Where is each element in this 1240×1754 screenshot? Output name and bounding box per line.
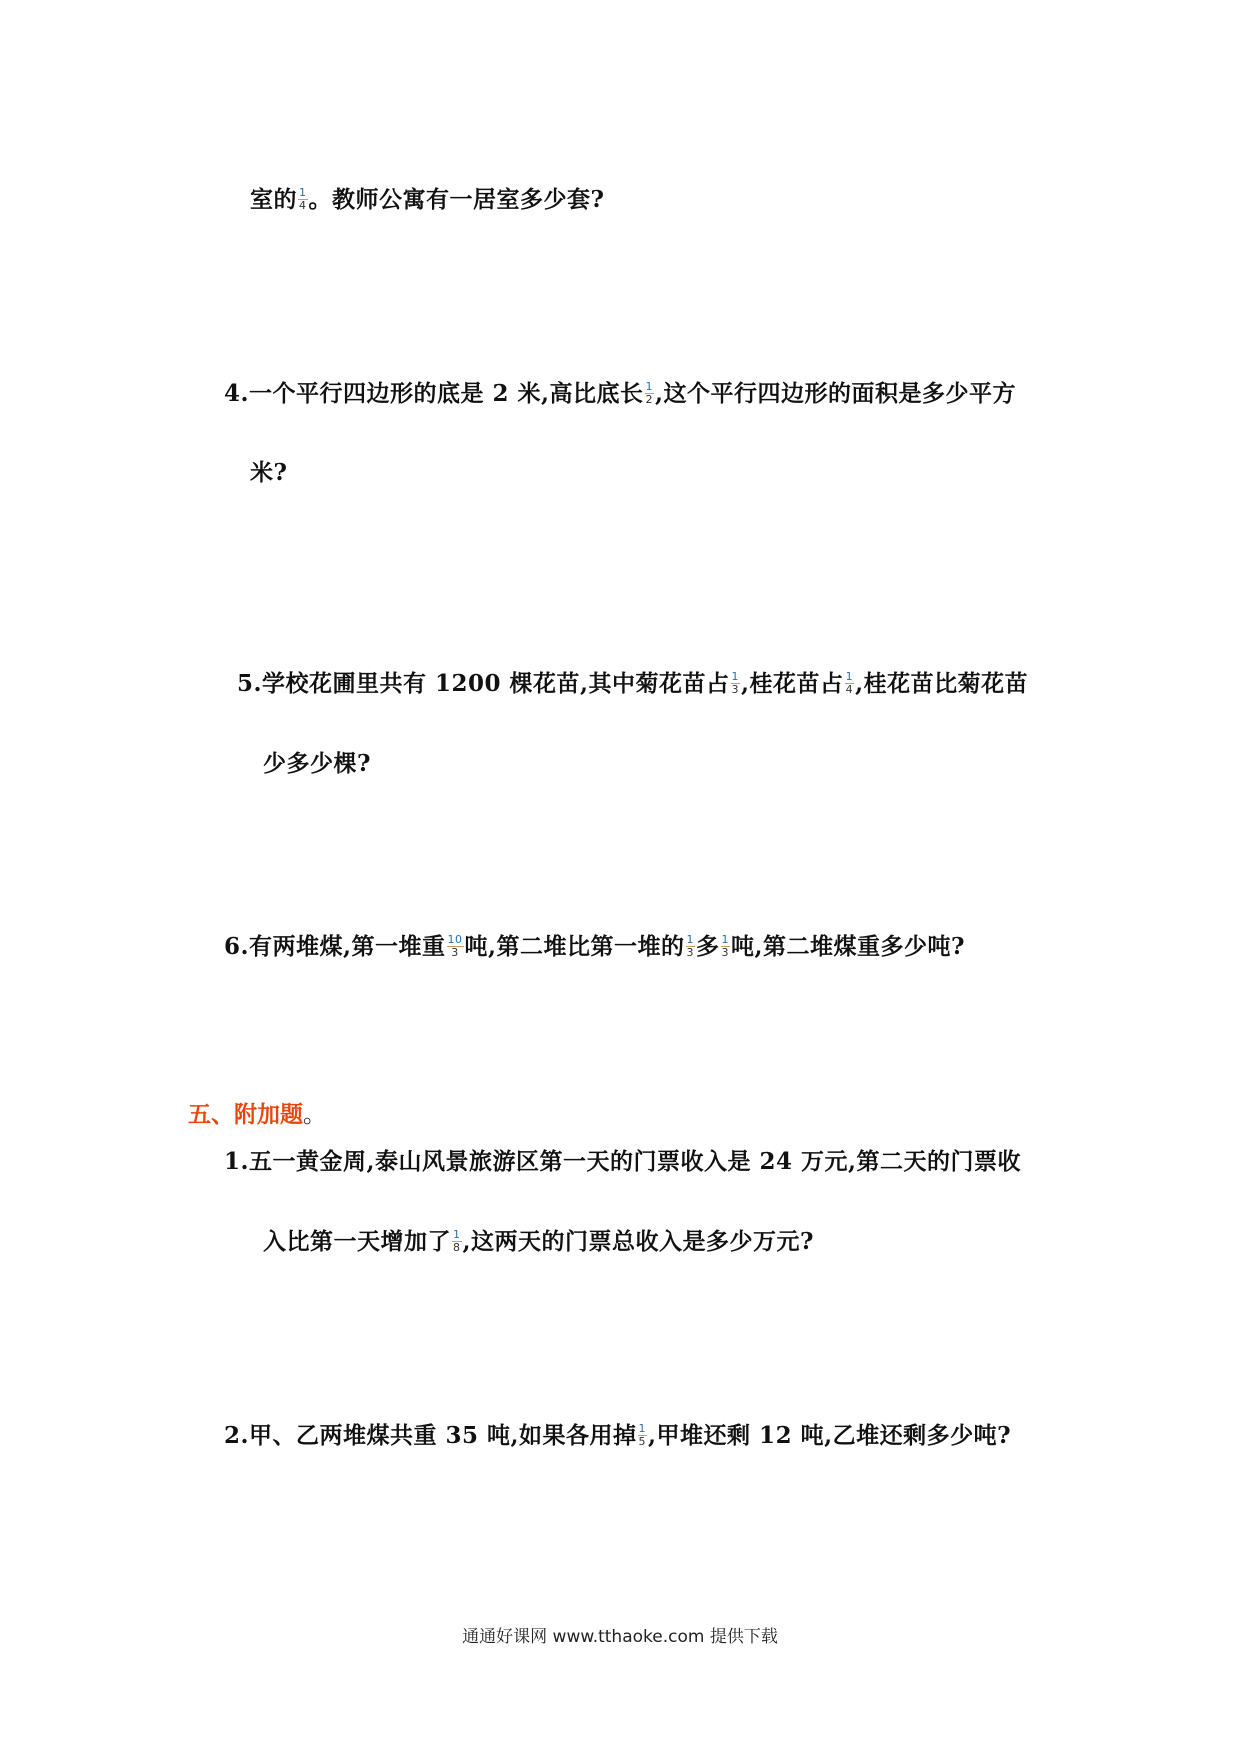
problem-5-line-1 — [237, 664, 1028, 704]
problem-4-text-c: 米? — [250, 459, 288, 486]
problem-3-line-2 — [250, 180, 604, 220]
problem-3-text-a: 室的 — [250, 186, 297, 213]
problem-6-text-a: 6.有两堆煤,第一堆重 — [224, 933, 446, 960]
bonus-2-text-a: 2.甲、乙两堆煤共重 35 吨,如果各用掉 — [224, 1422, 637, 1449]
bonus-2-text-b: ,甲堆还剩 12 吨,乙堆还剩多少吨? — [648, 1422, 1012, 1449]
problem-6-line-1 — [224, 927, 965, 967]
problem-3-text-b: 。教师公寓有一居室多少套? — [308, 186, 605, 213]
section-title-punct: 。 — [303, 1102, 326, 1128]
section-title — [188, 1095, 326, 1135]
fraction: $\frac{1}{3}$ — [686, 932, 695, 959]
fraction: $\frac{10}{3}$ — [447, 932, 463, 959]
bonus-1-text-c: ,这两天的门票总收入是多少万元? — [462, 1228, 814, 1255]
bonus-1-text-b: 入比第一天增加了 — [263, 1228, 451, 1255]
problem-5-line-2 — [263, 744, 371, 784]
fraction: $\frac{1}{4}$ — [845, 669, 854, 696]
problem-6-text-c: 多 — [696, 933, 720, 960]
fraction: $\frac{1}{3}$ — [721, 932, 730, 959]
bonus-2-line-1 — [224, 1416, 1011, 1456]
bonus-1-line-2 — [263, 1222, 814, 1262]
fraction: $\frac{1}{3}$ — [731, 669, 740, 696]
fraction: $\frac{1}{2}$ — [645, 379, 654, 406]
problem-4-text-a: 4.一个平行四边形的底是 2 米,高比底长 — [224, 380, 644, 407]
fraction: $\frac{1}{8}$ — [453, 1227, 461, 1254]
problem-4-text-b: ,这个平行四边形的面积是多少平方 — [655, 380, 1017, 407]
bonus-1-text-a: 1.五一黄金周,泰山风景旅游区第一天的门票收入是 24 万元,第二天的门票收 — [224, 1148, 1022, 1175]
problem-4-line-1 — [224, 374, 1016, 414]
fraction: $\frac{1}{4}$ — [299, 185, 307, 212]
problem-5-text-b: ,桂花苗占 — [741, 670, 844, 697]
problem-4-line-2 — [250, 453, 287, 493]
problem-6-text-b: 吨,第二堆比第一堆的 — [464, 933, 685, 960]
page-footer: 通通好课网 www.tthaoke.com 提供下载 — [462, 1627, 778, 1647]
problem-5-text-a: 5.学校花圃里共有 1200 棵花苗,其中菊花苗占 — [237, 670, 730, 697]
problem-5-text-c: ,桂花苗比菊花苗 — [855, 670, 1029, 697]
bonus-1-line-1 — [224, 1142, 1021, 1182]
problem-6-text-d: 吨,第二堆煤重多少吨? — [731, 933, 966, 960]
fraction: $\frac{1}{5}$ — [638, 1421, 647, 1448]
problem-5-text-d: 少多少棵? — [263, 750, 371, 777]
section-title-text: 五、附加题 — [188, 1101, 303, 1128]
